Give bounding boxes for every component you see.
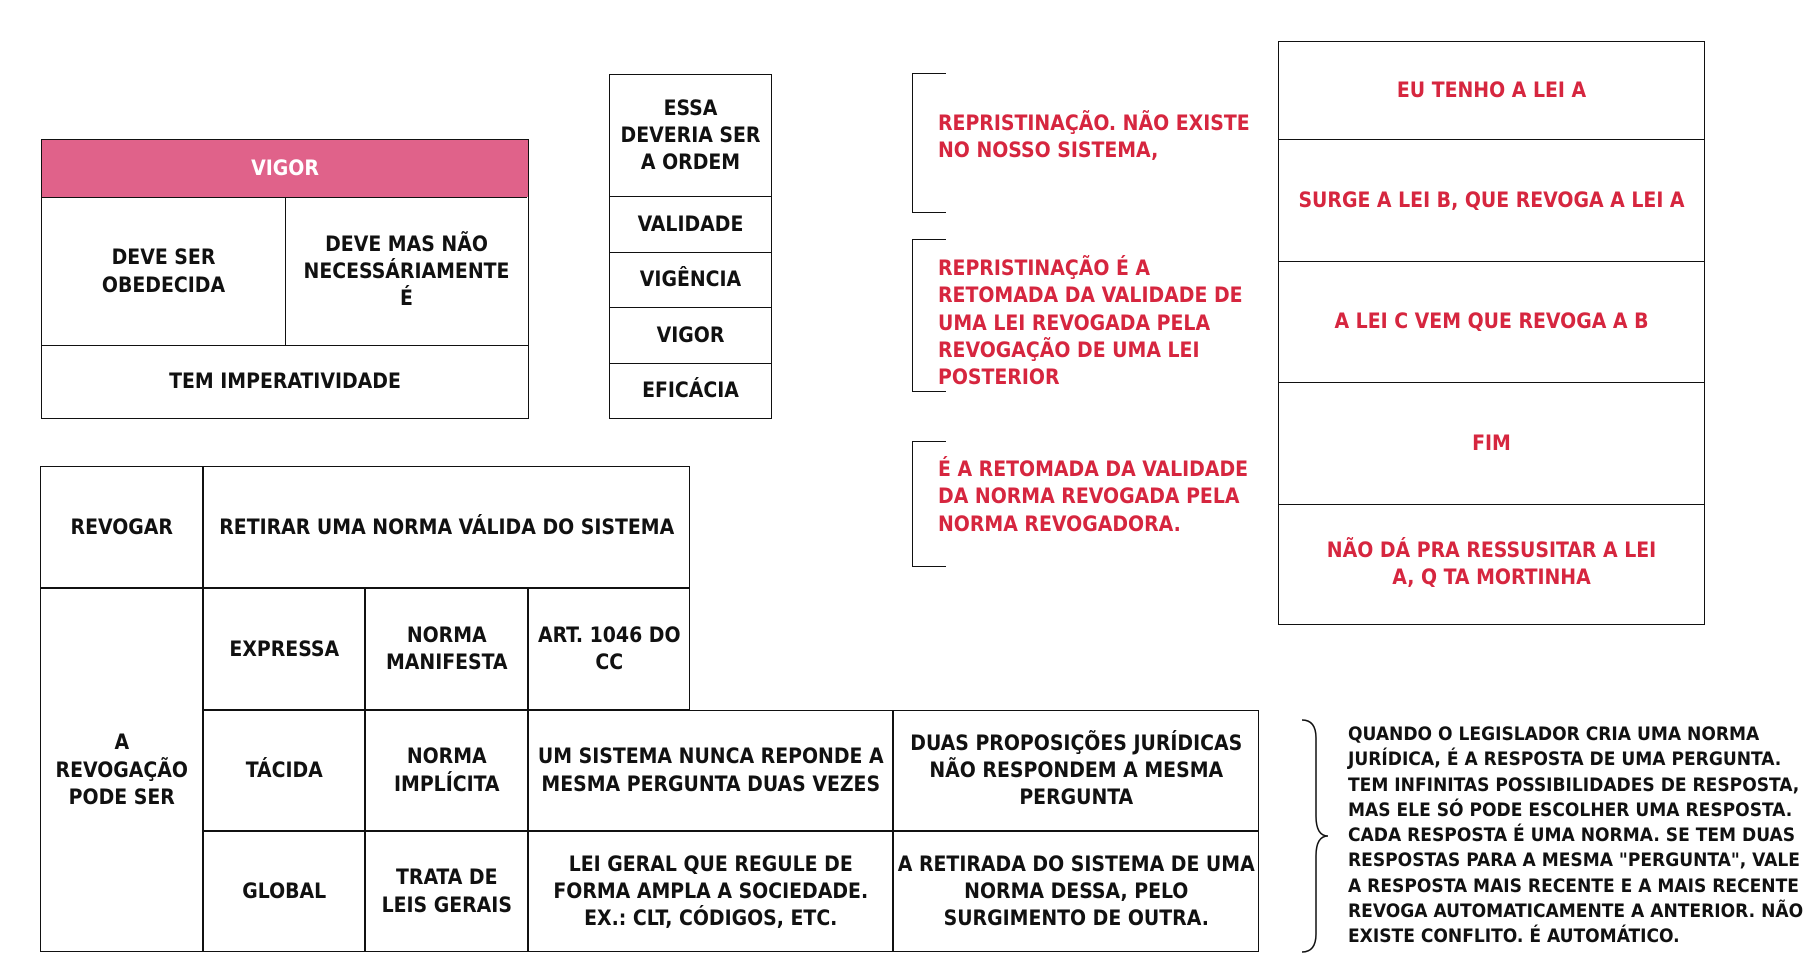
extra-global: A RETIRADA DO SISTEMA DE UMA NORMA DESSA, PELO SURGIMENTO DE OUTRA.: [893, 831, 1259, 952]
norma-leis-gerais: TRATA DE LEIS GERAIS: [365, 831, 528, 952]
norma-manifesta: NORMA MANIFESTA: [365, 588, 528, 710]
type-tacida: TÁCIDA: [203, 710, 365, 831]
revogar-definition: RETIRAR UMA NORMA VÁLIDA DO SISTEMA: [203, 466, 690, 588]
law-step-4: FIM: [1279, 382, 1704, 504]
law-step-1: EU TENHO A LEI A: [1396, 77, 1587, 102]
desc-global: LEI GERAL QUE REGULE DE FORMA AMPLA A SOCIEDADE. EX.: CLT, CÓDIGOS, ETC.: [528, 831, 893, 952]
law-step-3: A LEI C VEM QUE REVOGA A B: [1279, 261, 1704, 382]
revogacao-table: [41, 467, 1260, 953]
type-global: GLOBAL: [203, 831, 365, 952]
revogacao-pode-ser: A REVOGAÇÃO PODE SER: [40, 588, 203, 952]
legislador-note: QUANDO O LEGISLADOR CRIA UMA NORMA JURÍDICA, É A RESPOSTA DE UMA PERGUNTA. TEM INFINITAS POSSIBILIDADES DE RESPOSTA, MAS ELE SÓ PODE ESCOLHER UMA RESPOSTA. CADA RESPOSTA É UMA NORMA. SE TEM DUAS RESPOSTAS PARA A MESMA "PERGUNTA", VALE A RESPOSTA MAIS RECENTE E A MAIS RECENTE REVOGA AUTOMATICAMENTE A ANTERIOR. NÃO EXISTE CONFLITO. É AUTOMÁTICO.: [1348, 723, 1804, 948]
norma-implicita: NORMA IMPLÍCITA: [365, 710, 528, 831]
vigor-right-cell: DEVE MAS NÃO NECESSÁRIAMENTE É: [285, 197, 527, 345]
desc-tacida: UM SISTEMA NUNCA REPONDE A MESMA PERGUNTA DUAS VEZES: [528, 710, 893, 831]
vigor-bottom-cell: TEM IMPERATIVIDADE: [42, 345, 528, 417]
vigor-box: [41, 139, 529, 419]
revogar-label: REVOGAR: [40, 466, 203, 588]
law-chain-box: [1278, 41, 1705, 625]
order-item-vigor: VIGOR: [610, 307, 771, 363]
order-item-vigencia: VIGÊNCIA: [610, 252, 771, 307]
vigor-left-cell: DEVE SER OBEDECIDA: [42, 197, 285, 345]
vigor-header: VIGOR: [42, 140, 528, 197]
order-item-eficacia: EFICÁCIA: [610, 363, 771, 417]
law-step-2: SURGE A LEI B, QUE REVOGA A LEI A: [1279, 139, 1704, 261]
repristinacao-note-3: É A RETOMADA DA VALIDADE DA NORMA REVOGADA PELA NORMA REVOGADORA.: [938, 457, 1249, 536]
order-box: [609, 74, 772, 419]
repristinacao-note-2: REPRISTINAÇÃO É A RETOMADA DA VALIDADE DE UMA LEI REVOGADA PELA REVOGAÇÃO DE UMA LEI POSTERIOR: [938, 256, 1243, 390]
extra-tacida: DUAS PROPOSIÇÕES JURÍDICAS NÃO RESPONDEM A MESMA PERGUNTA: [893, 710, 1259, 831]
desc-expressa: ART. 1046 DO CC: [528, 588, 690, 710]
law-step-5: NÃO DÁ PRA RESSUSITAR A LEI A, Q TA MORTINHA: [1279, 504, 1704, 623]
curly-brace-icon: [1290, 718, 1330, 954]
order-item-validade: VALIDADE: [610, 196, 771, 252]
order-title: ESSA DEVERIA SER A ORDEM: [620, 95, 761, 175]
type-expressa: EXPRESSA: [203, 588, 365, 710]
repristinacao-note-1: REPRISTINAÇÃO. NÃO EXISTE NO NOSSO SISTEMA,: [938, 111, 1250, 163]
